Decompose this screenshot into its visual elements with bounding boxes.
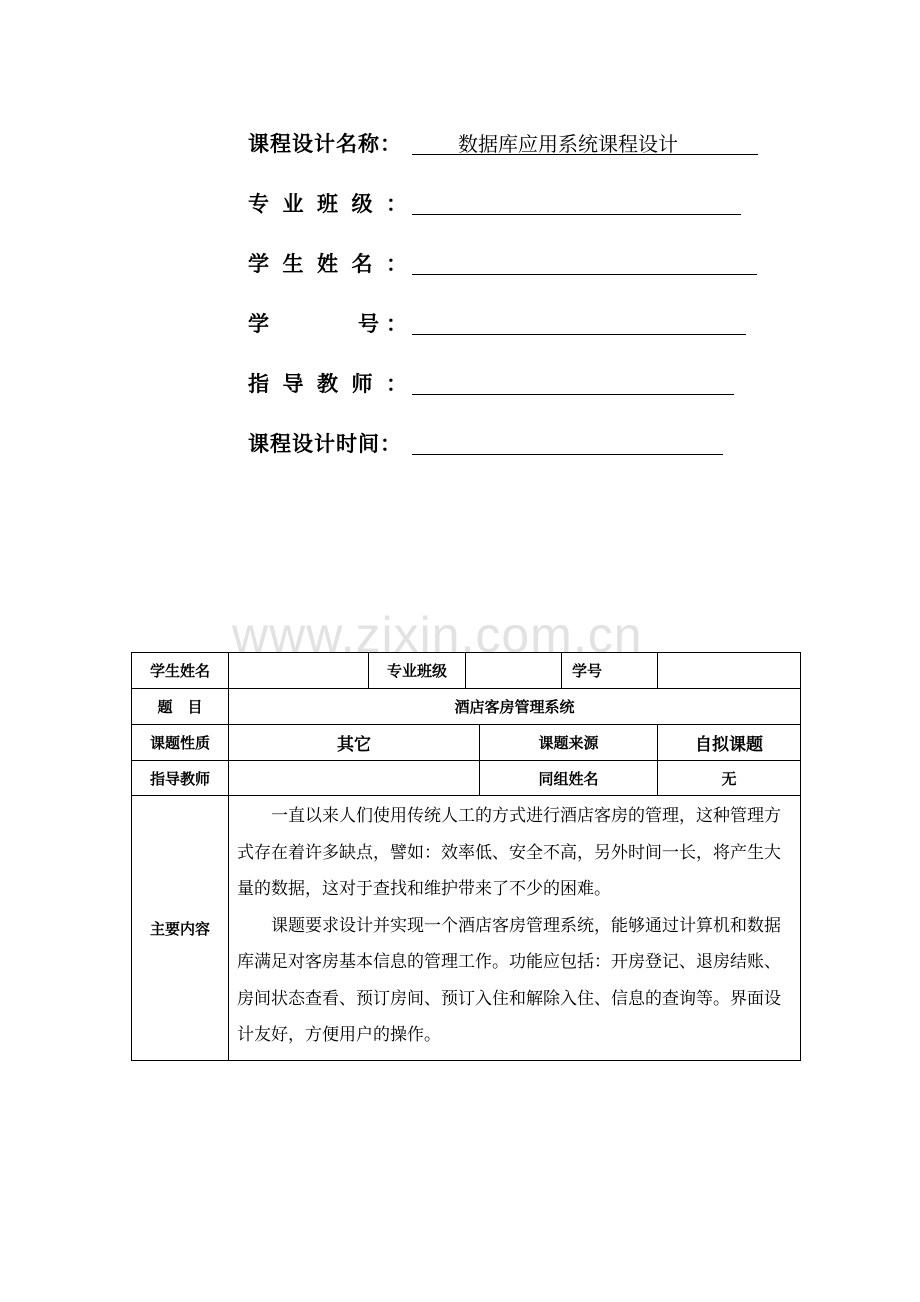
- content-cell: [229, 796, 801, 1061]
- table-row: [132, 653, 801, 689]
- class-label: 专 业 班 级 ：: [248, 192, 408, 216]
- teacher-header: 指导教师: [132, 761, 229, 796]
- teacher-label: 指 导 教 师 ：: [248, 372, 408, 396]
- student-id-underline: [412, 334, 746, 335]
- table-row: [132, 761, 801, 796]
- watermark: www.zixin.com.cn: [232, 607, 643, 663]
- student-name-underline: [412, 274, 757, 275]
- course-name-value: 数据库应用系统课程设计: [458, 132, 678, 156]
- major-class-header: 专业班级: [369, 653, 466, 689]
- student-id-label: 学 号 ：: [248, 312, 408, 336]
- nature-value: 其它: [229, 725, 480, 761]
- title-value: 酒店客房管理系统: [229, 689, 801, 725]
- course-name-underline: [412, 154, 758, 155]
- nature-header: 课题性质: [132, 725, 229, 761]
- table-row: [132, 796, 801, 1061]
- table-row: [132, 725, 801, 761]
- table-row: [132, 689, 801, 725]
- student-name-cell: [229, 653, 369, 689]
- title-header: 题 目: [132, 689, 229, 725]
- major-class-cell: [466, 653, 562, 689]
- group-header: 同组姓名: [480, 761, 658, 796]
- teacher-underline: [412, 394, 734, 395]
- content-paragraph-2: 课题要求设计并实现一个酒店客房管理系统，能够通过计算机和数据库满足对客房基本信息的管理工作。功能应包括：开房登记、退房结账、房间状态查看、预订房间、预订入住和解除入住、信息的查询等。界面设计友好，方便用户的操作。: [237, 915, 781, 1045]
- content-header: 主要内容: [132, 796, 229, 1061]
- student-name-header: 学生姓名: [132, 653, 229, 689]
- task-table: [131, 652, 801, 1061]
- design-time-underline: [412, 454, 723, 455]
- teacher-cell: [229, 761, 480, 796]
- group-value: 无: [658, 761, 801, 796]
- course-name-label: 课程设计名称：: [248, 132, 402, 156]
- class-underline: [412, 214, 741, 215]
- student-id-cell: [658, 653, 801, 689]
- source-header: 课题来源: [480, 725, 658, 761]
- student-name-label: 学 生 姓 名 ：: [248, 252, 408, 276]
- student-id-header: 学号: [562, 653, 658, 689]
- content-paragraph-1: 一直以来人们使用传统人工的方式进行酒店客房的管理，这种管理方式存在着许多缺点，譬如：效率低、安全不高，另外时间一长，将产生大量的数据，这对于查找和维护带来了不少的困难。: [237, 806, 781, 899]
- design-time-label: 课程设计时间：: [248, 432, 402, 456]
- source-value: 自拟课题: [658, 725, 801, 761]
